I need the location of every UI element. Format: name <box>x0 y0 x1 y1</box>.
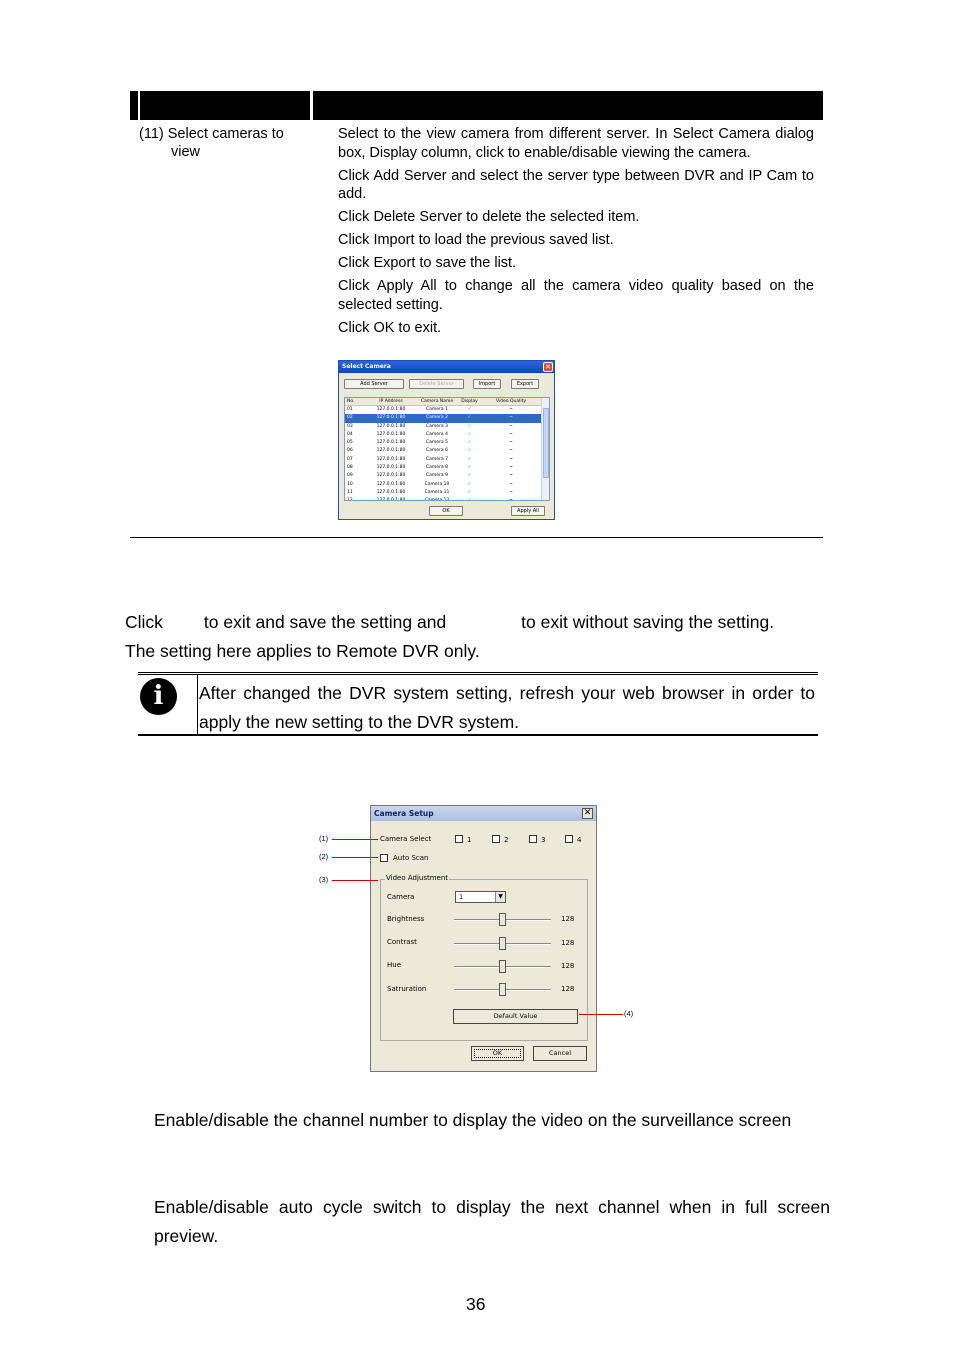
table-cell: 02 <box>347 415 353 421</box>
callout-2: (2) <box>319 852 329 861</box>
cancel-button[interactable]: Cancel <box>533 1046 587 1061</box>
description-paragraph: Select to the view camera from different server. In Select Camera dialog box, Display column, click to enable/disable viewing the camera. <box>338 126 814 161</box>
table-cell: ~ <box>509 465 513 471</box>
callout-line <box>332 857 378 858</box>
camera-setup-dialog <box>370 805 597 1072</box>
table-header-divider <box>138 91 140 120</box>
table-cell: 06 <box>347 448 353 454</box>
dialog-title: Camera Setup <box>374 809 434 818</box>
channel-label: 1 <box>467 836 472 844</box>
table-cell: ~ <box>509 448 513 454</box>
table-cell: 127.0.0.1:80 <box>376 415 406 421</box>
table-cell: 127.0.0.1:80 <box>376 473 406 479</box>
brightness-value: 128 <box>561 915 575 923</box>
auto-scan-label: Auto Scan <box>393 854 429 862</box>
table-cell: Camera 6 <box>426 448 448 454</box>
table-cell: ~ <box>509 498 513 501</box>
table-cell: 127.0.0.1:80 <box>376 498 406 501</box>
contrast-value: 128 <box>561 939 575 947</box>
table-cell: ~ <box>509 489 513 495</box>
table-cell: 127.0.0.1:80 <box>376 407 406 412</box>
camera-dropdown[interactable] <box>455 891 506 903</box>
table-row[interactable] <box>345 456 549 464</box>
table-cell: 12 <box>347 498 353 501</box>
feature-label-line2: view <box>171 144 201 160</box>
channel-4-checkbox[interactable] <box>565 835 573 843</box>
table-cell: ~ <box>509 415 513 421</box>
applies-text: The setting here applies to Remote DVR only. <box>125 641 480 661</box>
camera-select-label: Camera Select <box>380 835 432 843</box>
table-cell: Camera 7 <box>426 456 448 462</box>
column-header[interactable]: Video Quality <box>495 399 527 404</box>
table-cell: Camera 9 <box>426 473 448 479</box>
description-paragraph: Click Export to save the list. <box>338 255 517 271</box>
table-cell: 01 <box>347 407 353 412</box>
close-icon[interactable]: ✕ <box>583 808 592 818</box>
description-paragraph: Click Apply All to change all the camera video quality based on the selected setting. <box>338 278 814 313</box>
note-top-rule <box>138 672 818 675</box>
vertical-scrollbar[interactable] <box>541 398 549 500</box>
click-word: Click <box>125 612 163 632</box>
table-cell: 05 <box>347 440 353 446</box>
exit-save-text: to exit and save the setting and <box>203 612 447 632</box>
dialog-title: Select Camera <box>342 363 391 370</box>
contrast-slider-thumb[interactable] <box>499 937 506 950</box>
add-server-button[interactable]: Add Server <box>344 379 404 389</box>
callout-line <box>332 839 378 840</box>
item-2-description: Enable/disable auto cycle switch to display the next channel when in full screen preview. <box>154 1197 830 1246</box>
table-cell: ~ <box>509 481 513 487</box>
delete-server-button[interactable]: Delete Server <box>409 379 464 389</box>
table-cell: Camera 5 <box>426 440 448 446</box>
table-row[interactable] <box>345 464 549 472</box>
ok-button[interactable]: OK <box>471 1046 524 1061</box>
default-value-button[interactable]: Default Value <box>453 1009 578 1024</box>
description-paragraph: Click OK to exit. <box>338 319 442 336</box>
table-cell: 11 <box>347 489 353 495</box>
table-cell: 127.0.0.1:80 <box>376 431 406 437</box>
table-row[interactable] <box>345 489 549 497</box>
table-row[interactable] <box>345 481 549 489</box>
description-paragraph: Click Add Server and select the server type between DVR and IP Cam to add. <box>338 167 814 202</box>
checkmark-icon[interactable]: ✓ <box>467 423 472 429</box>
info-icon: i <box>140 678 177 715</box>
table-cell: 127.0.0.1:80 <box>376 489 406 495</box>
table-header-bar <box>130 91 823 120</box>
table-cell: ~ <box>509 407 513 412</box>
table-cell: 09 <box>347 473 353 479</box>
save-instructions <box>125 608 830 666</box>
camera-list[interactable] <box>344 397 550 501</box>
select-camera-dialog <box>338 360 555 520</box>
table-row[interactable] <box>345 447 549 455</box>
list-rows <box>345 406 549 501</box>
checkmark-icon[interactable]: ✓ <box>467 448 472 454</box>
table-bottom-rule <box>130 537 823 538</box>
import-button[interactable]: Import <box>473 379 501 389</box>
brightness-slider-thumb[interactable] <box>499 913 506 926</box>
saturation-slider-thumb[interactable] <box>499 983 506 996</box>
hue-slider-thumb[interactable] <box>499 960 506 973</box>
auto-scan-checkbox[interactable] <box>380 854 388 862</box>
table-row[interactable] <box>345 439 549 447</box>
checkmark-icon[interactable]: ✓ <box>467 473 472 479</box>
checkmark-icon[interactable]: ✓ <box>467 465 472 471</box>
channel-2-checkbox[interactable] <box>492 835 500 843</box>
brightness-label: Brightness <box>387 915 425 923</box>
dialog-title-bar <box>339 361 554 373</box>
camera-dropdown-value: 1 <box>459 893 464 901</box>
table-cell: 127.0.0.1:80 <box>376 456 406 462</box>
table-cell: Camera 12 <box>424 498 450 501</box>
note-bottom-rule <box>138 734 818 736</box>
table-row[interactable] <box>345 414 549 422</box>
channel-label: 2 <box>504 836 509 844</box>
table-cell: ~ <box>509 431 513 437</box>
checkmark-icon[interactable]: ✓ <box>467 431 472 437</box>
table-cell: Camera 10 <box>424 481 450 487</box>
table-cell: 127.0.0.1:80 <box>376 440 406 446</box>
hue-label: Hue <box>387 961 402 969</box>
table-cell: 127.0.0.1:80 <box>376 423 406 429</box>
table-cell: 07 <box>347 456 353 462</box>
note-divider <box>197 675 198 735</box>
table-row[interactable] <box>345 406 549 414</box>
checkmark-icon[interactable]: ✓ <box>467 489 472 495</box>
column-header[interactable]: No. <box>347 399 355 404</box>
table-cell: ~ <box>509 440 513 446</box>
table-cell: 127.0.0.1:80 <box>376 465 406 471</box>
column-header[interactable]: Display <box>461 399 478 404</box>
column-header[interactable]: IP Address <box>379 399 403 404</box>
table-cell: ~ <box>509 473 513 479</box>
callout-3: (3) <box>319 875 329 884</box>
scrollbar-thumb[interactable] <box>543 408 549 478</box>
table-cell: Camera 8 <box>426 465 448 471</box>
checkmark-icon[interactable]: ✓ <box>467 440 472 446</box>
table-cell: Camera 1 <box>426 407 448 412</box>
table-cell: Camera 4 <box>426 431 448 437</box>
checkmark-icon[interactable]: ✓ <box>467 407 472 412</box>
table-cell: ~ <box>509 423 513 429</box>
exit-nosave-text: to exit without saving the setting. <box>521 612 775 632</box>
table-row[interactable] <box>345 431 549 439</box>
channel-label: 4 <box>577 836 582 844</box>
note-text: After changed the DVR system setting, refresh your web browser in order to apply the new setting to the DVR system. <box>199 683 815 732</box>
table-cell: 04 <box>347 431 353 437</box>
feature-label-line1: (11) Select cameras to <box>139 126 284 142</box>
ok-button[interactable]: OK <box>429 506 463 516</box>
channel-3-checkbox[interactable] <box>529 835 537 843</box>
page-number: 36 <box>466 1294 486 1314</box>
table-cell: 127.0.0.1:80 <box>376 481 406 487</box>
export-button[interactable]: Export <box>511 379 539 389</box>
table-cell: Camera 3 <box>426 423 448 429</box>
hue-value: 128 <box>561 962 575 970</box>
table-header-divider <box>310 91 313 120</box>
table-row[interactable] <box>345 497 549 501</box>
table-cell: 127.0.0.1:80 <box>376 448 406 454</box>
camera-label: Camera <box>387 893 415 901</box>
checkmark-icon[interactable]: ✓ <box>467 481 472 487</box>
column-header[interactable]: Camera Name <box>420 399 454 404</box>
feature-label <box>139 125 309 161</box>
video-adjustment-label: Video Adjustment <box>386 874 449 882</box>
list-header <box>345 398 549 406</box>
contrast-label: Contrast <box>387 938 417 946</box>
callout-4: (4) <box>624 1009 634 1018</box>
feature-description <box>338 125 814 342</box>
callout-1: (1) <box>319 834 329 843</box>
callout-line <box>579 1014 623 1015</box>
table-cell: Camera 2 <box>426 415 448 421</box>
checkmark-icon[interactable]: ✓ <box>467 415 472 421</box>
chevron-down-icon[interactable]: ▼ <box>495 892 505 902</box>
item-1-description: Enable/disable the channel number to display the video on the surveillance screen <box>154 1110 792 1130</box>
table-cell: 03 <box>347 423 353 429</box>
checkmark-icon[interactable]: ✓ <box>467 456 472 462</box>
channel-label: 3 <box>541 836 546 844</box>
description-paragraph: Click Delete Server to delete the selected item. <box>338 209 640 225</box>
callout-line <box>332 880 378 881</box>
dialog-title-bar <box>371 806 596 821</box>
checkmark-icon[interactable]: ✓ <box>467 498 472 501</box>
saturation-value: 128 <box>561 985 575 993</box>
table-cell: 08 <box>347 465 353 471</box>
close-icon[interactable]: ✕ <box>543 362 553 372</box>
table-cell: ~ <box>509 456 513 462</box>
table-cell: Camera 11 <box>424 489 450 495</box>
channel-1-checkbox[interactable] <box>455 835 463 843</box>
description-paragraph: Click Import to load the previous saved list. <box>338 232 614 248</box>
apply-all-button[interactable]: Apply All <box>511 506 545 516</box>
saturation-label: Satruration <box>387 985 427 993</box>
table-row[interactable] <box>345 423 549 431</box>
table-cell: 10 <box>347 481 353 487</box>
table-row[interactable] <box>345 472 549 480</box>
